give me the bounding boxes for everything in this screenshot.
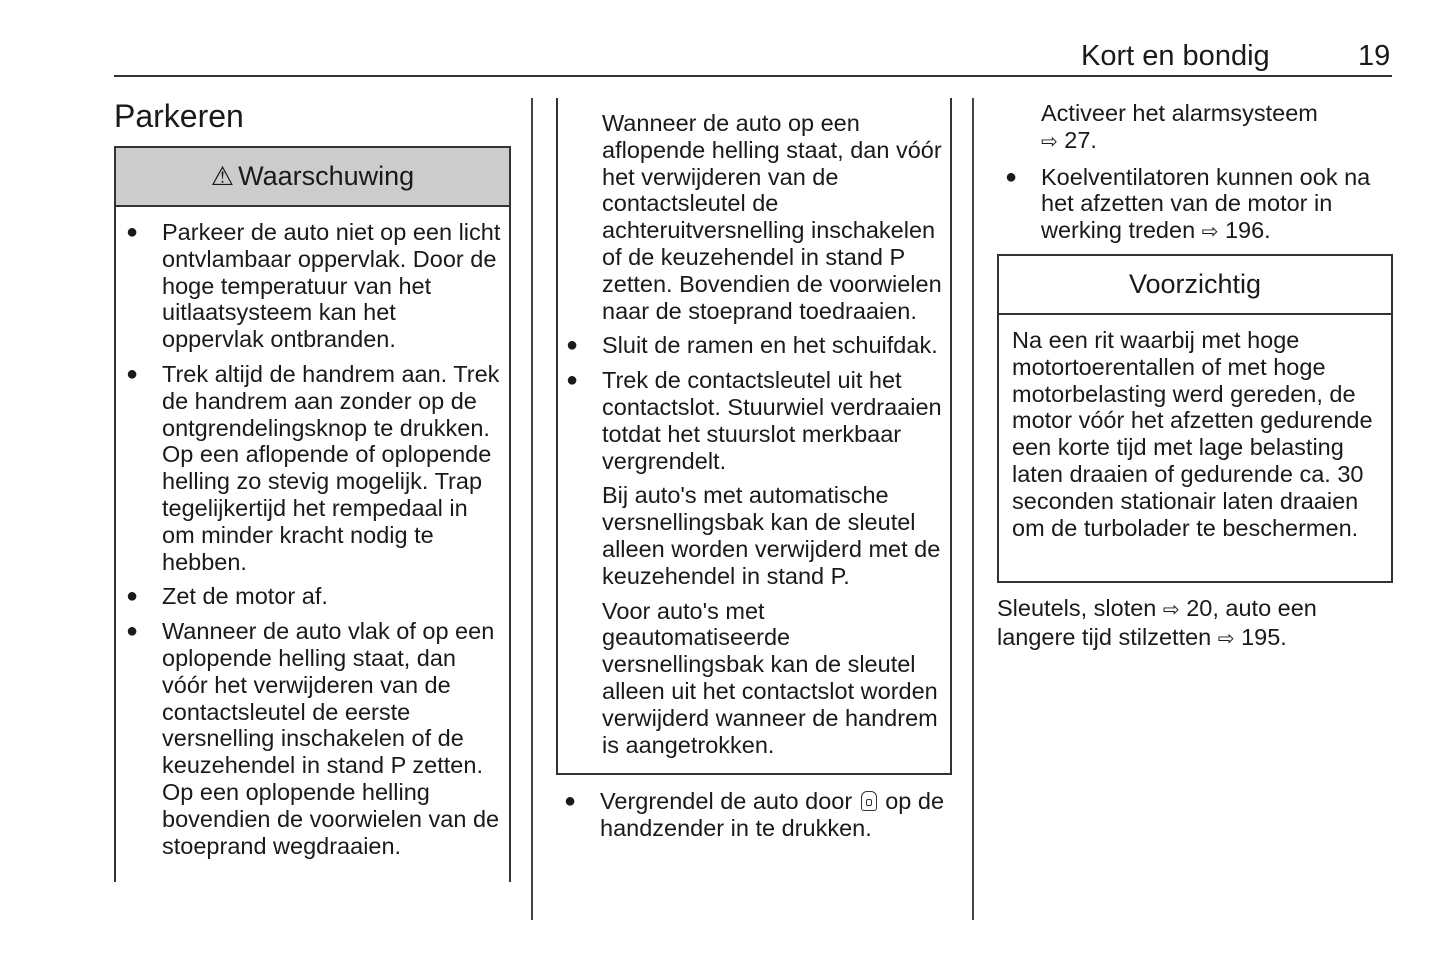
column-divider bbox=[531, 98, 533, 920]
bullet-icon: ● bbox=[126, 585, 139, 608]
paragraph: Bij auto's met automatische versnellingsbak kan de sleutel alleen worden verwijderd met de keuzehendel in stand P. bbox=[602, 482, 941, 589]
page-reference[interactable]: 196. bbox=[1224, 217, 1271, 244]
caution-title: Voorzichtig bbox=[999, 256, 1391, 315]
list-item: ● Zet de motor af. bbox=[126, 583, 328, 610]
page-reference[interactable]: 27. bbox=[1064, 126, 1097, 153]
section-title: Parkeren bbox=[114, 98, 244, 134]
column-divider bbox=[972, 98, 974, 920]
reference-arrow-icon: ⇨ bbox=[1041, 130, 1058, 153]
list-item: ● Parkeer de auto niet op een licht ontvlambaar oppervlak. Door de hoge temperatuur van het uitlaatsysteem kan het oppervlak ontbranden. bbox=[126, 219, 501, 353]
list-item: ● Koelventilatoren kunnen ook na het afzetten van de motor in werking treden ⇨ 196. bbox=[1005, 163, 1371, 244]
warning-title: Waarschuwing bbox=[238, 161, 415, 191]
lock-button-icon bbox=[861, 791, 877, 811]
bullet-icon: ● bbox=[1005, 165, 1018, 188]
warning-header bbox=[116, 148, 509, 207]
page-reference[interactable]: 195. bbox=[1241, 623, 1287, 650]
list-item: ● Trek de contactsleutel uit het contactslot. Stuurwiel verdraaien totdat het stuurslot merkbaar vergrendelt. bbox=[566, 367, 942, 474]
caution-box bbox=[997, 254, 1393, 583]
list-item: ● Vergrendel de auto door op de handzender in te drukken. bbox=[564, 788, 945, 841]
warning-box bbox=[114, 146, 511, 882]
page-reference[interactable]: 20, auto een bbox=[1186, 595, 1317, 621]
list-item: ● Wanneer de auto vlak of op een oplopende helling staat, dan vóór het verwijderen van de contactsleutel de eerste versnelling inschakelen of de keuzehendel in stand P zetten. Op een oplopende helling bovendien de voorwielen van de stoeprand wegdraaien. bbox=[126, 618, 500, 859]
header-rule bbox=[114, 75, 1392, 77]
bullet-icon: ● bbox=[126, 620, 139, 643]
paragraph: Wanneer de auto op een aflopende helling staat, dan vóór het verwijderen van de contactsleutel de achteruitversnelling inschakelen of de keuzehendel in stand P zetten. Bovendien de voorwielen naar de stoeprand toedraaien. bbox=[602, 110, 942, 324]
bullet-icon: ● bbox=[126, 362, 139, 385]
chapter-title: Kort en bondig bbox=[1081, 40, 1270, 72]
caution-body: Na een rit waarbij met hoge motortoerentallen of met hoge motorbelasting werd gereden, de motor vóór het afzetten gedurende een korte tijd met lage belasting laten draaien of gedurende ca. 30 seconden stationair laten draaien om de turbolader te beschermen. bbox=[1012, 327, 1373, 541]
warning-box-continued bbox=[556, 98, 952, 775]
see-also-references: Sleutels, sloten ⇨ 20, auto een langere tijd stilzetten ⇨ 195. bbox=[997, 595, 1317, 650]
list-item: ● Trek altijd de handrem aan. Trek de handrem aan zonder op de ontgrendelingsknop te drukken. Op een aflopende of oplopende helling zo stevig mogelijk. Trap tegelijkertijd het rempedaal in om minder kracht nodig te hebben. bbox=[126, 360, 500, 575]
page-number: 19 bbox=[1358, 40, 1391, 72]
bullet-icon: ● bbox=[564, 790, 577, 812]
list-item: ● Sluit de ramen en het schuifdak. bbox=[566, 332, 938, 359]
paragraph: Activeer het alarmsysteem ⇨ 27. bbox=[1041, 100, 1318, 153]
reference-arrow-icon: ⇨ bbox=[1201, 221, 1219, 244]
bullet-icon: ● bbox=[566, 334, 579, 357]
reference-arrow-icon: ⇨ bbox=[1162, 599, 1180, 621]
bullet-icon: ● bbox=[126, 221, 139, 243]
paragraph: Voor auto's met geautomatiseerde versnellingsbak kan de sleutel alleen uit het contactslot worden verwijderd wanneer de handrem is aangetrokken. bbox=[602, 597, 938, 758]
warning-triangle-icon: ⚠ bbox=[210, 161, 235, 191]
bullet-icon: ● bbox=[566, 369, 579, 392]
reference-arrow-icon: ⇨ bbox=[1217, 627, 1235, 650]
